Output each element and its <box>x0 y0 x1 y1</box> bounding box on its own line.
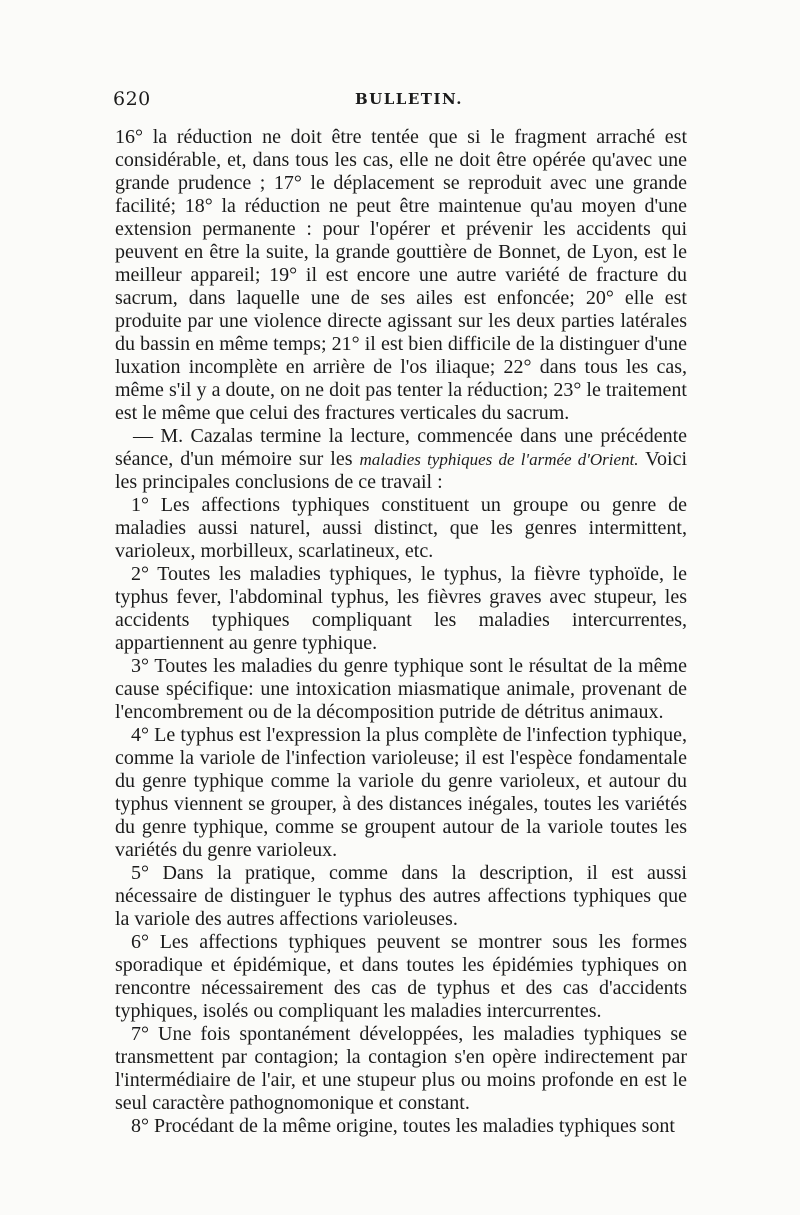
conclusion-item-3: 3° Toutes les maladies du genre typhique sont le résultat de la même cause spécifique: une intoxication miasmatique animale, provenant de l'encombrement ou de la décomposition putride de détritus animaux. <box>115 655 687 723</box>
conclusion-item-6: 6° Les affections typhiques peuvent se montrer sous les formes sporadique et épidémique, et dans toutes les épidémies typhiques on rencontre nécessairement des cas de typhus et des cas d'accidents typhiques, isolés ou compliquant les maladies intercurrentes. <box>115 931 687 1022</box>
memoir-title: maladies typhiques de l'armée d'Orient. <box>359 450 639 469</box>
paragraph-cazalas-intro <box>115 425 687 494</box>
conclusion-item-1: 1° Les affections typhiques constituent un groupe ou genre de maladies aussi naturel, aussi distinct, que les genres intermittent, varioleux, morbilleux, scarlatineux, etc. <box>115 494 687 562</box>
conclusion-item-4: 4° Le typhus est l'expression la plus complète de l'infection typhique, comme la variole de l'infection varioleuse; il est l'espèce fondamentale du genre typhique comme la variole du genre varioleux, et autour du typhus viennent se grouper, à des distances inégales, toutes les variétés du genre typhique, comme se groupent autour de la variole toutes les variétés du genre varioleux. <box>115 724 687 861</box>
paragraph-fracture-conclusions: 16° la réduction ne doit être tentée que si le fragment arraché est considérable, et, dans tous les cas, elle ne doit être opérée qu'avec une grande prudence ; 17° le déplacement se reproduit avec une grande facilité; 18° la réduction ne peut être maintenue qu'au moyen d'une extension permanente : pour l'opérer et prévenir les accidents qui peuvent en être la suite, la grande gouttière de Bonnet, de Lyon, est le meilleur appareil; 19° il est encore une autre variété de fracture du sacrum, dans laquelle une de ses ailes est enfoncée; 20° elle est produite par une violence directe agissant sur les deux parties latérales du bassin en même temps; 21° il est bien difficile de la distinguer d'une luxation incomplète en arrière de l'os iliaque; 22° dans tous les cas, même s'il y a doute, on ne doit pas tenter la réduction; 23° le traitement est le même que celui des fractures verticales du sacrum. <box>115 126 687 424</box>
conclusion-item-2: 2° Toutes les maladies typhiques, le typhus, la fièvre typhoïde, le typhus fever, l'abdominal typhus, les fièvres graves avec stupeur, les accidents typhiques compliquant les maladies intercurrentes, appartiennent au genre typhique. <box>115 563 687 654</box>
intro-text-end: Voici les principales conclusions de ce travail : <box>115 448 688 493</box>
intro-text: — M. Cazalas termine la lecture, commencée dans une précédente séance, d'un mémoire sur les <box>115 425 687 470</box>
conclusion-item-5: 5° Dans la pratique, comme dans la description, il est aussi nécessaire de distinguer le typhus des autres affections typhiques que la variole des autres affections varioleuses. <box>115 862 687 930</box>
running-head <box>113 88 685 114</box>
running-title: BULLETIN. <box>355 90 463 108</box>
conclusion-item-7: 7° Une fois spontanément développées, les maladies typhiques se transmettent par contagion; la contagion s'en opère indirectement par l'intermédiaire de l'air, et une stupeur plus ou moins profonde en est le seul caractère pathognomonique et constant. <box>115 1023 687 1114</box>
page-number: 620 <box>113 88 151 110</box>
body-text <box>115 126 687 1138</box>
conclusion-item-8: 8° Procédant de la même origine, toutes les maladies typhiques sont <box>131 1115 675 1137</box>
